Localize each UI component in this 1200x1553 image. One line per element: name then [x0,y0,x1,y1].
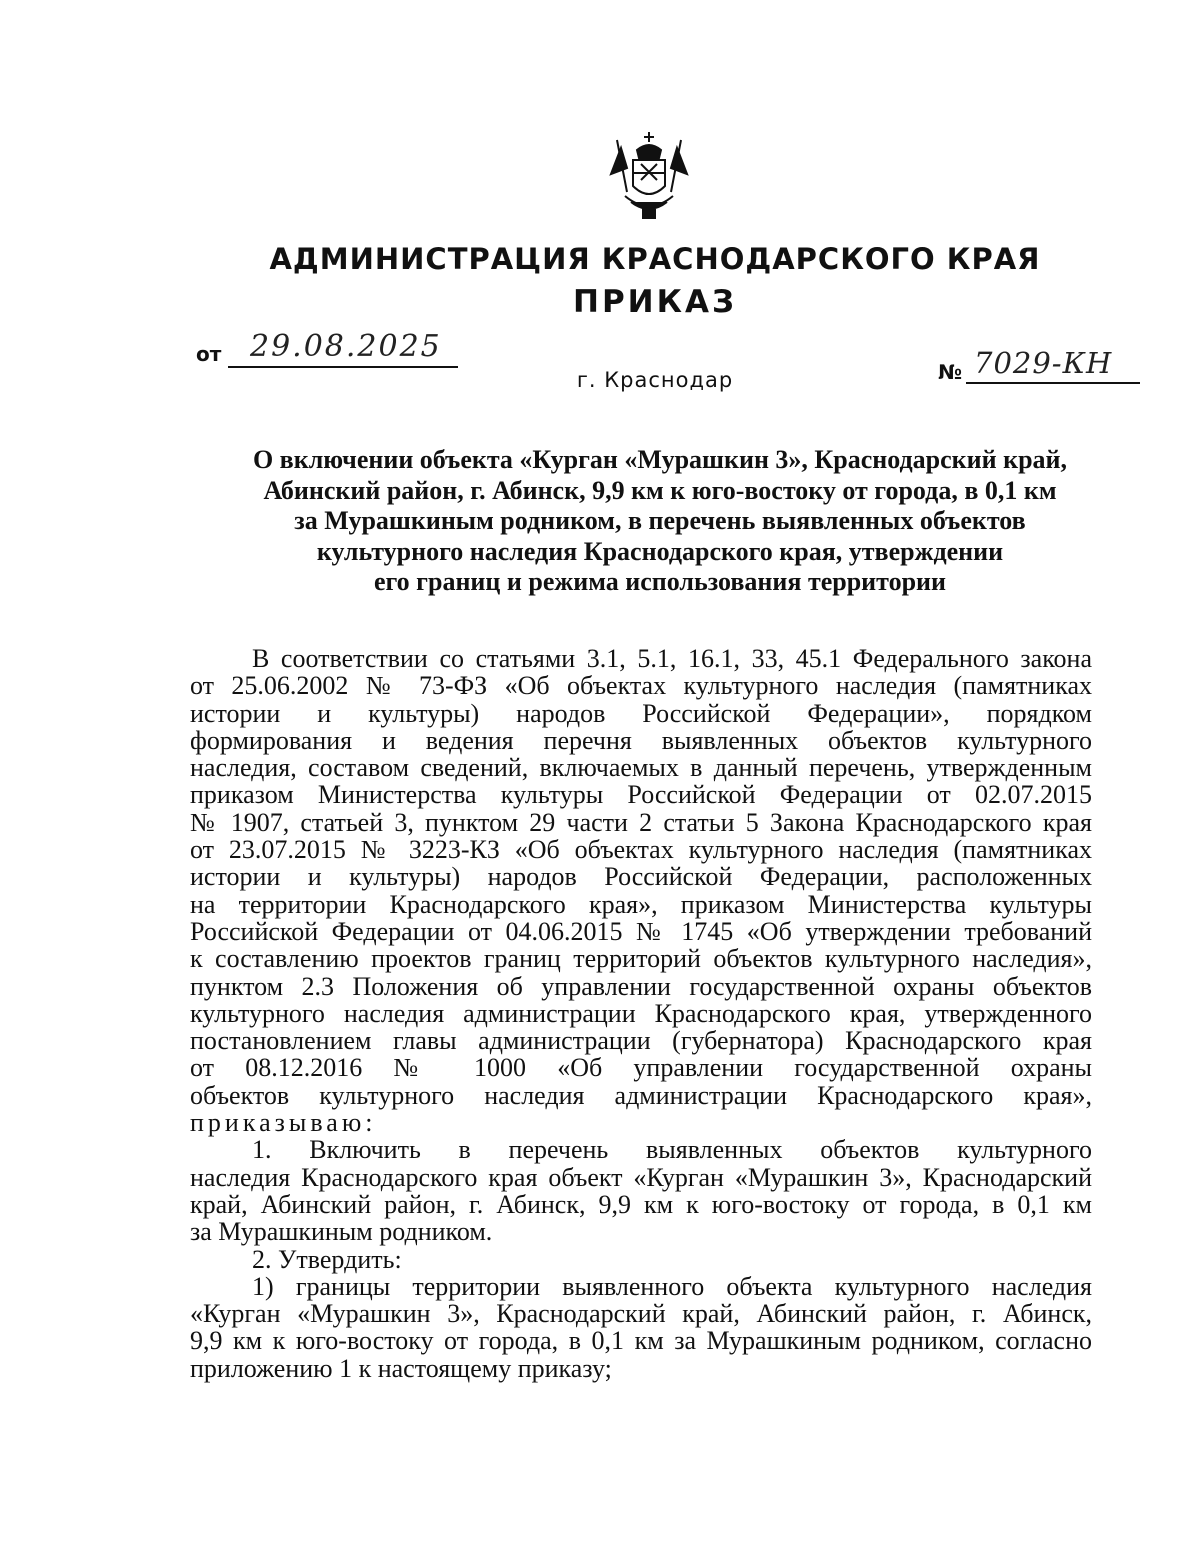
document-body [190,645,1092,1382]
number-value: 7029-КН [966,346,1140,384]
title-line: О включении объекта «Курган «Мурашкин 3», Краснодарский край, [252,445,1068,474]
body-line: объектов культурного наследия администрации Краснодарского края», [190,1080,1092,1110]
body-line: «Курган «Мурашкин 3», Краснодарский край, Абинский район, г. Абинск, [190,1299,1092,1329]
organization-name: АДМИНИСТРАЦИЯ КРАСНОДАРСКОГО КРАЯ [269,242,1041,276]
body-line: культурного наследия администрации Краснодарского края, утвержденного [190,998,1092,1028]
order-verb: приказываю: [190,1108,377,1138]
body-line: Российской Федерации от 04.06.2015 № 1745 «Об утверждении требований [190,916,1092,946]
document-type: ПРИКАЗ [573,284,737,320]
body-line: наследия, составом сведений, включаемых в данный перечень, утвержденным [190,753,1092,783]
body-line: приложению 1 к настоящему приказу; [190,1353,612,1383]
body-line: формирования и ведения перечня выявленных объектов культурного [190,725,1092,755]
body-line: наследия Краснодарского края объект «Курган «Мурашкин 3», Краснодарский [190,1162,1092,1192]
document-title [190,445,1130,598]
body-line: приказом Министерства культуры Российской Федерации от 02.07.2015 [190,780,1092,810]
date-label: от [196,342,222,366]
body-line: от 23.07.2015 № 3223-КЗ «Об объектах культурного наследия (памятниках [190,835,1092,865]
body-line: пунктом 2.3 Положения об управлении государственной охраны объектов [190,971,1092,1001]
body-line: постановлением главы администрации (губернатора) Краснодарского края [190,1026,1092,1056]
body-line: от 08.12.2016 № 1000 «Об управлении государственной охраны [190,1053,1092,1083]
body-line: 2. Утвердить: [252,1244,402,1274]
body-line: к составлению проектов границ территорий объектов культурного наследия», [190,944,1092,974]
body-line: на территории Краснодарского края», приказом Министерства культуры [190,889,1092,919]
title-line: Абинский район, г. Абинск, 9,9 км к юго-востоку от города, в 0,1 км [263,475,1057,505]
number-label: № [938,360,963,384]
body-line: 1. Включить в перечень выявленных объектов культурного [252,1135,1092,1165]
body-line: истории и культуры) народов Российской Федерации», порядком [190,698,1092,728]
date-value: 29.08.2025 [228,330,458,368]
city-name: г. Краснодар [576,368,734,392]
title-line: его границ и режима использования территории [373,567,947,596]
body-line: за Мурашкиным родником. [190,1217,493,1247]
body-line: 1) границы территории выявленного объекта культурного наследия [252,1271,1092,1301]
body-line: № 1907, статьей 3, пунктом 29 части 2 статьи 5 Закона Краснодарского края [190,807,1092,837]
body-line: 9,9 км к юго-востоку от города, в 0,1 км за Мурашкиным родником, согласно [190,1326,1092,1356]
body-line: В соответствии со статьями 3.1, 5.1, 16.1, 33, 45.1 Федерального закона [252,644,1092,673]
title-line: культурного наследия Краснодарского края, утверждении [316,536,1004,566]
title-line: за Мурашкиным родником, в перечень выявленных объектов [294,506,1026,535]
body-line: истории и культуры) народов Российской Федерации, расположенных [190,862,1092,892]
krasnodar-coat-of-arms-icon [603,128,695,224]
body-line: от 25.06.2002 № 73-ФЗ «Об объектах культурного наследия (памятниках [190,671,1092,701]
body-line: край, Абинский район, г. Абинск, 9,9 км к юго-востоку от города, в 0,1 км [190,1189,1092,1219]
